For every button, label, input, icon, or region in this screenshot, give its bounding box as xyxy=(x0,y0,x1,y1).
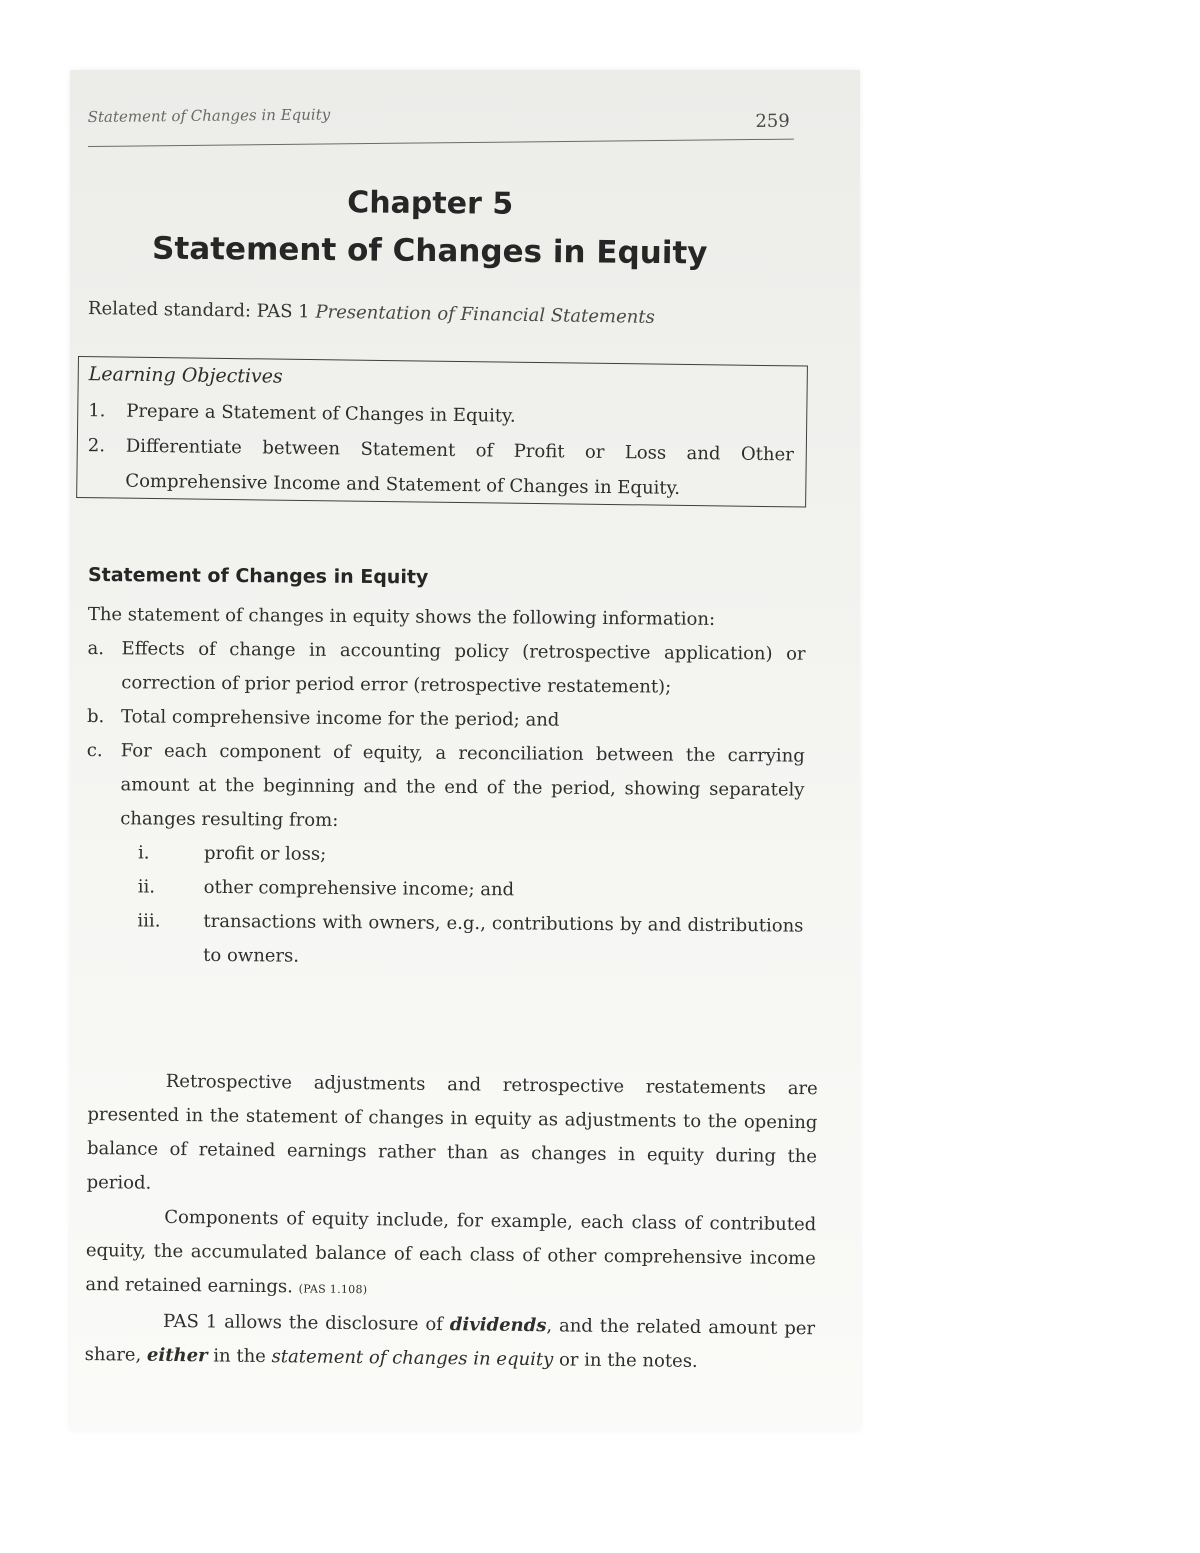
sub-item-text: transactions with owners, e.g., contributions by and distributions to owners. xyxy=(203,910,804,967)
item-marker: c. xyxy=(86,739,103,762)
paragraph-components xyxy=(85,1200,816,1312)
sub-item xyxy=(120,836,804,875)
running-title: Statement of Changes in Equity xyxy=(87,105,331,127)
sub-item-text: profit or loss; xyxy=(203,842,327,865)
related-standard-title: Presentation of Financial Statements xyxy=(315,301,655,328)
running-header xyxy=(88,99,794,147)
body-paragraphs xyxy=(85,1064,818,1380)
item-marker: a. xyxy=(87,637,105,660)
information-item xyxy=(85,734,805,978)
sub-item-marker: i. xyxy=(137,842,150,864)
sub-item-text: other comprehensive income; and xyxy=(203,876,515,901)
paragraph-text: Retrospective adjustments and retrospective restatements are presented in the statement of changes in equity as adjustments to the opening balance of retained earnings rather than as changes in equity during the period. xyxy=(86,1070,818,1194)
page-number: 259 xyxy=(755,110,790,133)
paragraph-dividends xyxy=(85,1304,816,1380)
book-page xyxy=(70,70,860,1430)
chapter-label: Chapter 5 xyxy=(347,185,514,222)
chapter-heading xyxy=(70,179,790,277)
term-either: either xyxy=(146,1344,208,1367)
paragraph-text: , and the related amount per share, xyxy=(84,1315,816,1366)
standard-reference: (PAS 1.108) xyxy=(298,1282,368,1297)
section-intro: The statement of changes in equity shows the following information: xyxy=(87,603,716,630)
item-text: Total comprehensive income for the period; and xyxy=(120,706,560,731)
sub-item xyxy=(120,870,804,909)
paragraph-text: in the xyxy=(207,1345,272,1368)
chapter-title: Statement of Changes in Equity xyxy=(151,230,708,272)
item-text: Effects of change in accounting policy (retrospective application) or correction of prior period error (retrospective restatement); xyxy=(121,638,806,698)
section-body xyxy=(85,598,806,978)
learning-objectives-list xyxy=(87,393,794,507)
item-text: For each component of equity, a reconciliation between the carrying amount at the beginning and the end of the period, showing separately changes resulting from: xyxy=(120,740,805,831)
learning-objective-item xyxy=(87,428,794,507)
paragraph-text: Components of equity include, for example, each class of contributed equity, the accumulated balance of each class of other comprehensive income and retained earnings. xyxy=(85,1206,817,1298)
item-marker: b. xyxy=(86,705,105,728)
sub-item-marker: iii. xyxy=(137,910,161,932)
learning-objectives-box xyxy=(76,356,808,508)
objective-text: Prepare a Statement of Changes in Equity. xyxy=(126,400,516,427)
paragraph-text: or in the notes. xyxy=(553,1349,698,1372)
information-item xyxy=(87,700,805,740)
paragraph-retrospective xyxy=(86,1064,817,1208)
related-standard-prefix: Related standard: PAS 1 xyxy=(87,298,316,323)
information-list xyxy=(85,632,806,978)
term-dividends: dividends xyxy=(449,1314,547,1337)
paragraph-text: PAS 1 allows the disclosure of xyxy=(162,1310,450,1336)
term-statement: statement of changes in equity xyxy=(271,1346,554,1371)
information-item xyxy=(87,632,806,706)
learning-objectives-heading: Learning Objectives xyxy=(88,363,283,388)
related-standard xyxy=(88,298,655,328)
sub-item xyxy=(119,904,804,977)
objective-number: 1. xyxy=(88,400,106,422)
sub-list xyxy=(119,836,804,977)
section-heading: Statement of Changes in Equity xyxy=(87,564,429,589)
sub-item-marker: ii. xyxy=(137,876,156,898)
objective-text: Differentiate between Statement of Profit or Loss and Other Comprehensive Income and Statement of Changes in Equity. xyxy=(125,435,794,499)
objective-number: 2. xyxy=(87,435,106,457)
